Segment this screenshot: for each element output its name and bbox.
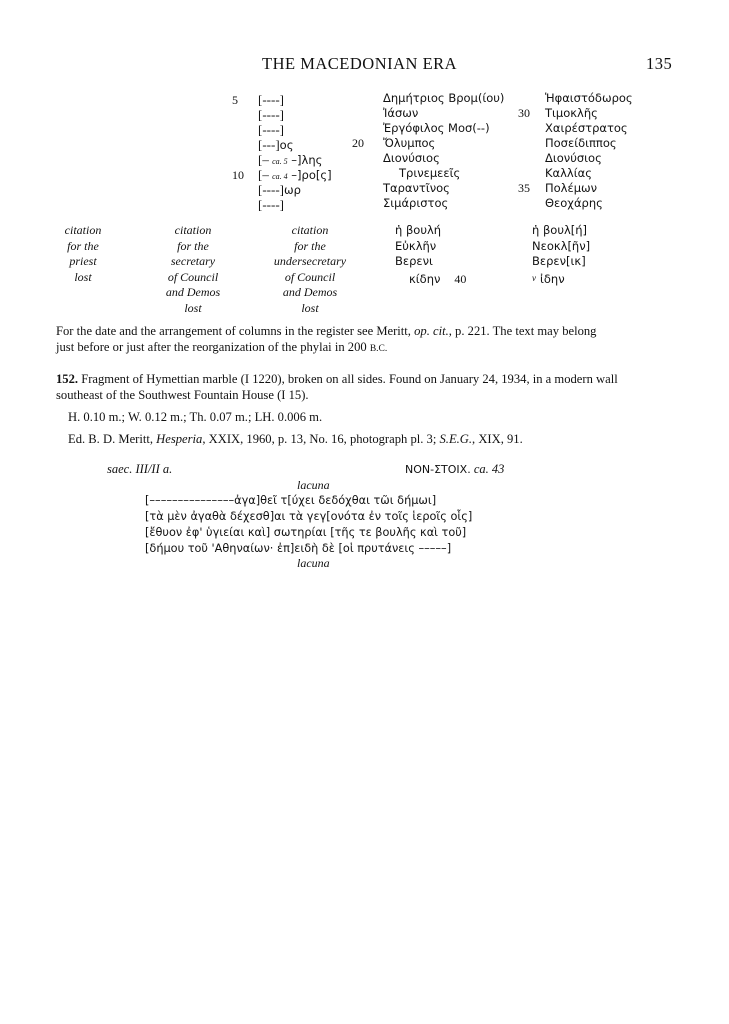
register-col3 (545, 91, 633, 211)
line-number (352, 196, 372, 211)
citation-priest (48, 223, 118, 285)
citation-line: and Demos (165, 285, 221, 299)
citation-undersecretary (262, 223, 358, 316)
inscription-line: [ἔθυον ἐφ' ὑγιείαι καὶ] σωτηρίαι [τῆς τε βουλῆς καὶ τοῦ] (145, 526, 467, 539)
citation-line: for the (294, 238, 326, 253)
entry-dimensions: H. 0.10 m.; W. 0.12 m.; Th. 0.07 m.; LH. 0.006 m. (68, 410, 323, 424)
inscription-line: [τὰ μὲν ἀγαθὰ δέχεσθ]αι τὰ γεγ[ονότα ἐν τοῖς ἱεροῖς οἷς] (145, 510, 473, 523)
inscription-line: [–––––––––––––––ἀγα]θεῖ τ[ύχει δεδόχθαι τῶι δήμωι] (145, 494, 437, 507)
citation-line: undersecretary (273, 254, 347, 268)
list-item: Διονύσιος (383, 151, 440, 165)
list-item: ἡ βουλή (395, 223, 442, 237)
stoich-label: NON-ΣΤΟΙΧ. ca. 43 (405, 462, 505, 476)
vacat-mark: v (532, 272, 536, 283)
list-item: Τιμοκλῆς (545, 106, 598, 120)
line-number (518, 166, 540, 181)
list-item: [– ca. 5 –]λης (258, 152, 323, 167)
citation-line: for the (177, 238, 209, 253)
line-number: 40 (454, 271, 467, 286)
citation-line: citation (291, 223, 329, 237)
line-number (352, 106, 372, 121)
citation-line: lost (301, 300, 319, 315)
list-item: Διονύσιος (545, 151, 602, 165)
list-item: Ποσείδιππος (545, 136, 617, 150)
list-item: v ἰδην (532, 271, 565, 286)
list-item: Πολέμων (545, 181, 598, 195)
council-col2 (395, 223, 466, 285)
list-item: Ἡφαιστόδωρος (545, 91, 633, 105)
line-number: 35 (518, 181, 530, 195)
citation-line: priest (69, 254, 97, 268)
list-item: [---]ος (258, 137, 294, 152)
list-item: Βερενι (395, 254, 433, 268)
line-number (352, 166, 372, 181)
citation-line: citation (174, 223, 212, 237)
line-number (352, 151, 372, 166)
list-item: ἡ βουλ[ή] (532, 223, 588, 237)
list-item: 5 [----] (232, 92, 284, 107)
entry-description-1: 152. Fragment of Hymettian marble (I 1220), broken on all sides. Found on January 24, 1934, in a modern wall (56, 372, 618, 386)
page-number: 135 (646, 54, 673, 73)
list-item: κίδην 40 (409, 271, 467, 286)
list-item: Τρινεμεεῖς (399, 166, 461, 180)
line-number (518, 91, 540, 106)
register-col3-numbers (518, 91, 540, 211)
citation-line: lost (74, 269, 92, 284)
citation-line: citation (64, 223, 102, 237)
council-col3 (532, 223, 590, 285)
list-item: Ἐργόφιλος Μοσ(--) (383, 121, 490, 135)
citation-line: of Council (167, 269, 219, 284)
citation-secretary (150, 223, 236, 316)
list-item: Σιμάριστος (383, 196, 449, 210)
list-item: Καλλίας (545, 166, 592, 180)
list-item: Εὐκλῆν (395, 238, 437, 253)
entry-edition: Ed. B. D. Meritt, Hesperia, XXIX, 1960, p. 13, No. 16, photograph pl. 3; S.E.G., XIX, 91. (68, 432, 523, 446)
list-item: Δημήτριος Βρομ(ίου) (383, 91, 505, 105)
register-col2 (383, 91, 504, 211)
citation-line: for the (67, 238, 99, 253)
list-item: Ταραντῖνος (383, 181, 450, 195)
citation-line: of Council (284, 269, 336, 284)
list-item: Βερεν[ικ] (532, 254, 586, 268)
line-number (518, 136, 540, 151)
line-number: 20 (352, 136, 364, 150)
list-item: [----]ωρ (258, 182, 301, 197)
list-item: [----] (258, 107, 284, 122)
note-line-1: For the date and the arrangement of columns in the register see Meritt, op. cit., p. 221. The text may belong (56, 324, 597, 338)
list-item: [----] (258, 122, 284, 137)
list-item: [----] (258, 197, 284, 212)
list-item: Χαιρέστρατος (545, 121, 628, 135)
lacuna-top: lacuna (297, 478, 330, 492)
line-number (352, 181, 372, 196)
list-item: Ἰάσων (383, 106, 419, 120)
line-number (352, 91, 372, 106)
register-col2-numbers (352, 91, 372, 211)
line-number: 30 (518, 106, 530, 120)
note-line-2: just before or just after the reorganization of the phylai in 200 B.C. (56, 340, 388, 354)
inscription-date: saec. III/II a. (107, 462, 173, 476)
line-number (518, 151, 540, 166)
lacuna-bottom: lacuna (297, 556, 330, 570)
citation-line: secretary (170, 254, 216, 268)
running-title: THE MACEDONIAN ERA (262, 54, 458, 73)
citation-line: and Demos (282, 285, 338, 299)
line-number (518, 196, 540, 211)
inscription-line: [δήμου τοῦ 'Αθηναίων· ἐπ]ειδὴ δὲ [οἱ πρυτάνεις –––––] (145, 542, 452, 555)
line-number (352, 121, 372, 136)
line-number (518, 121, 540, 136)
list-item: Νεοκλ[ῆν] (532, 238, 591, 253)
list-item: Θεοχάρης (545, 196, 603, 210)
entry-description-2: southeast of the Southwest Fountain House (I 15). (56, 388, 309, 402)
inscription-text (145, 493, 472, 557)
list-item: Ὄλυμπος (383, 136, 436, 150)
register-col1 (232, 91, 332, 211)
citation-line: lost (184, 300, 202, 315)
list-item: 10 [– ca. 4 –]ρο[ς] (232, 167, 332, 182)
